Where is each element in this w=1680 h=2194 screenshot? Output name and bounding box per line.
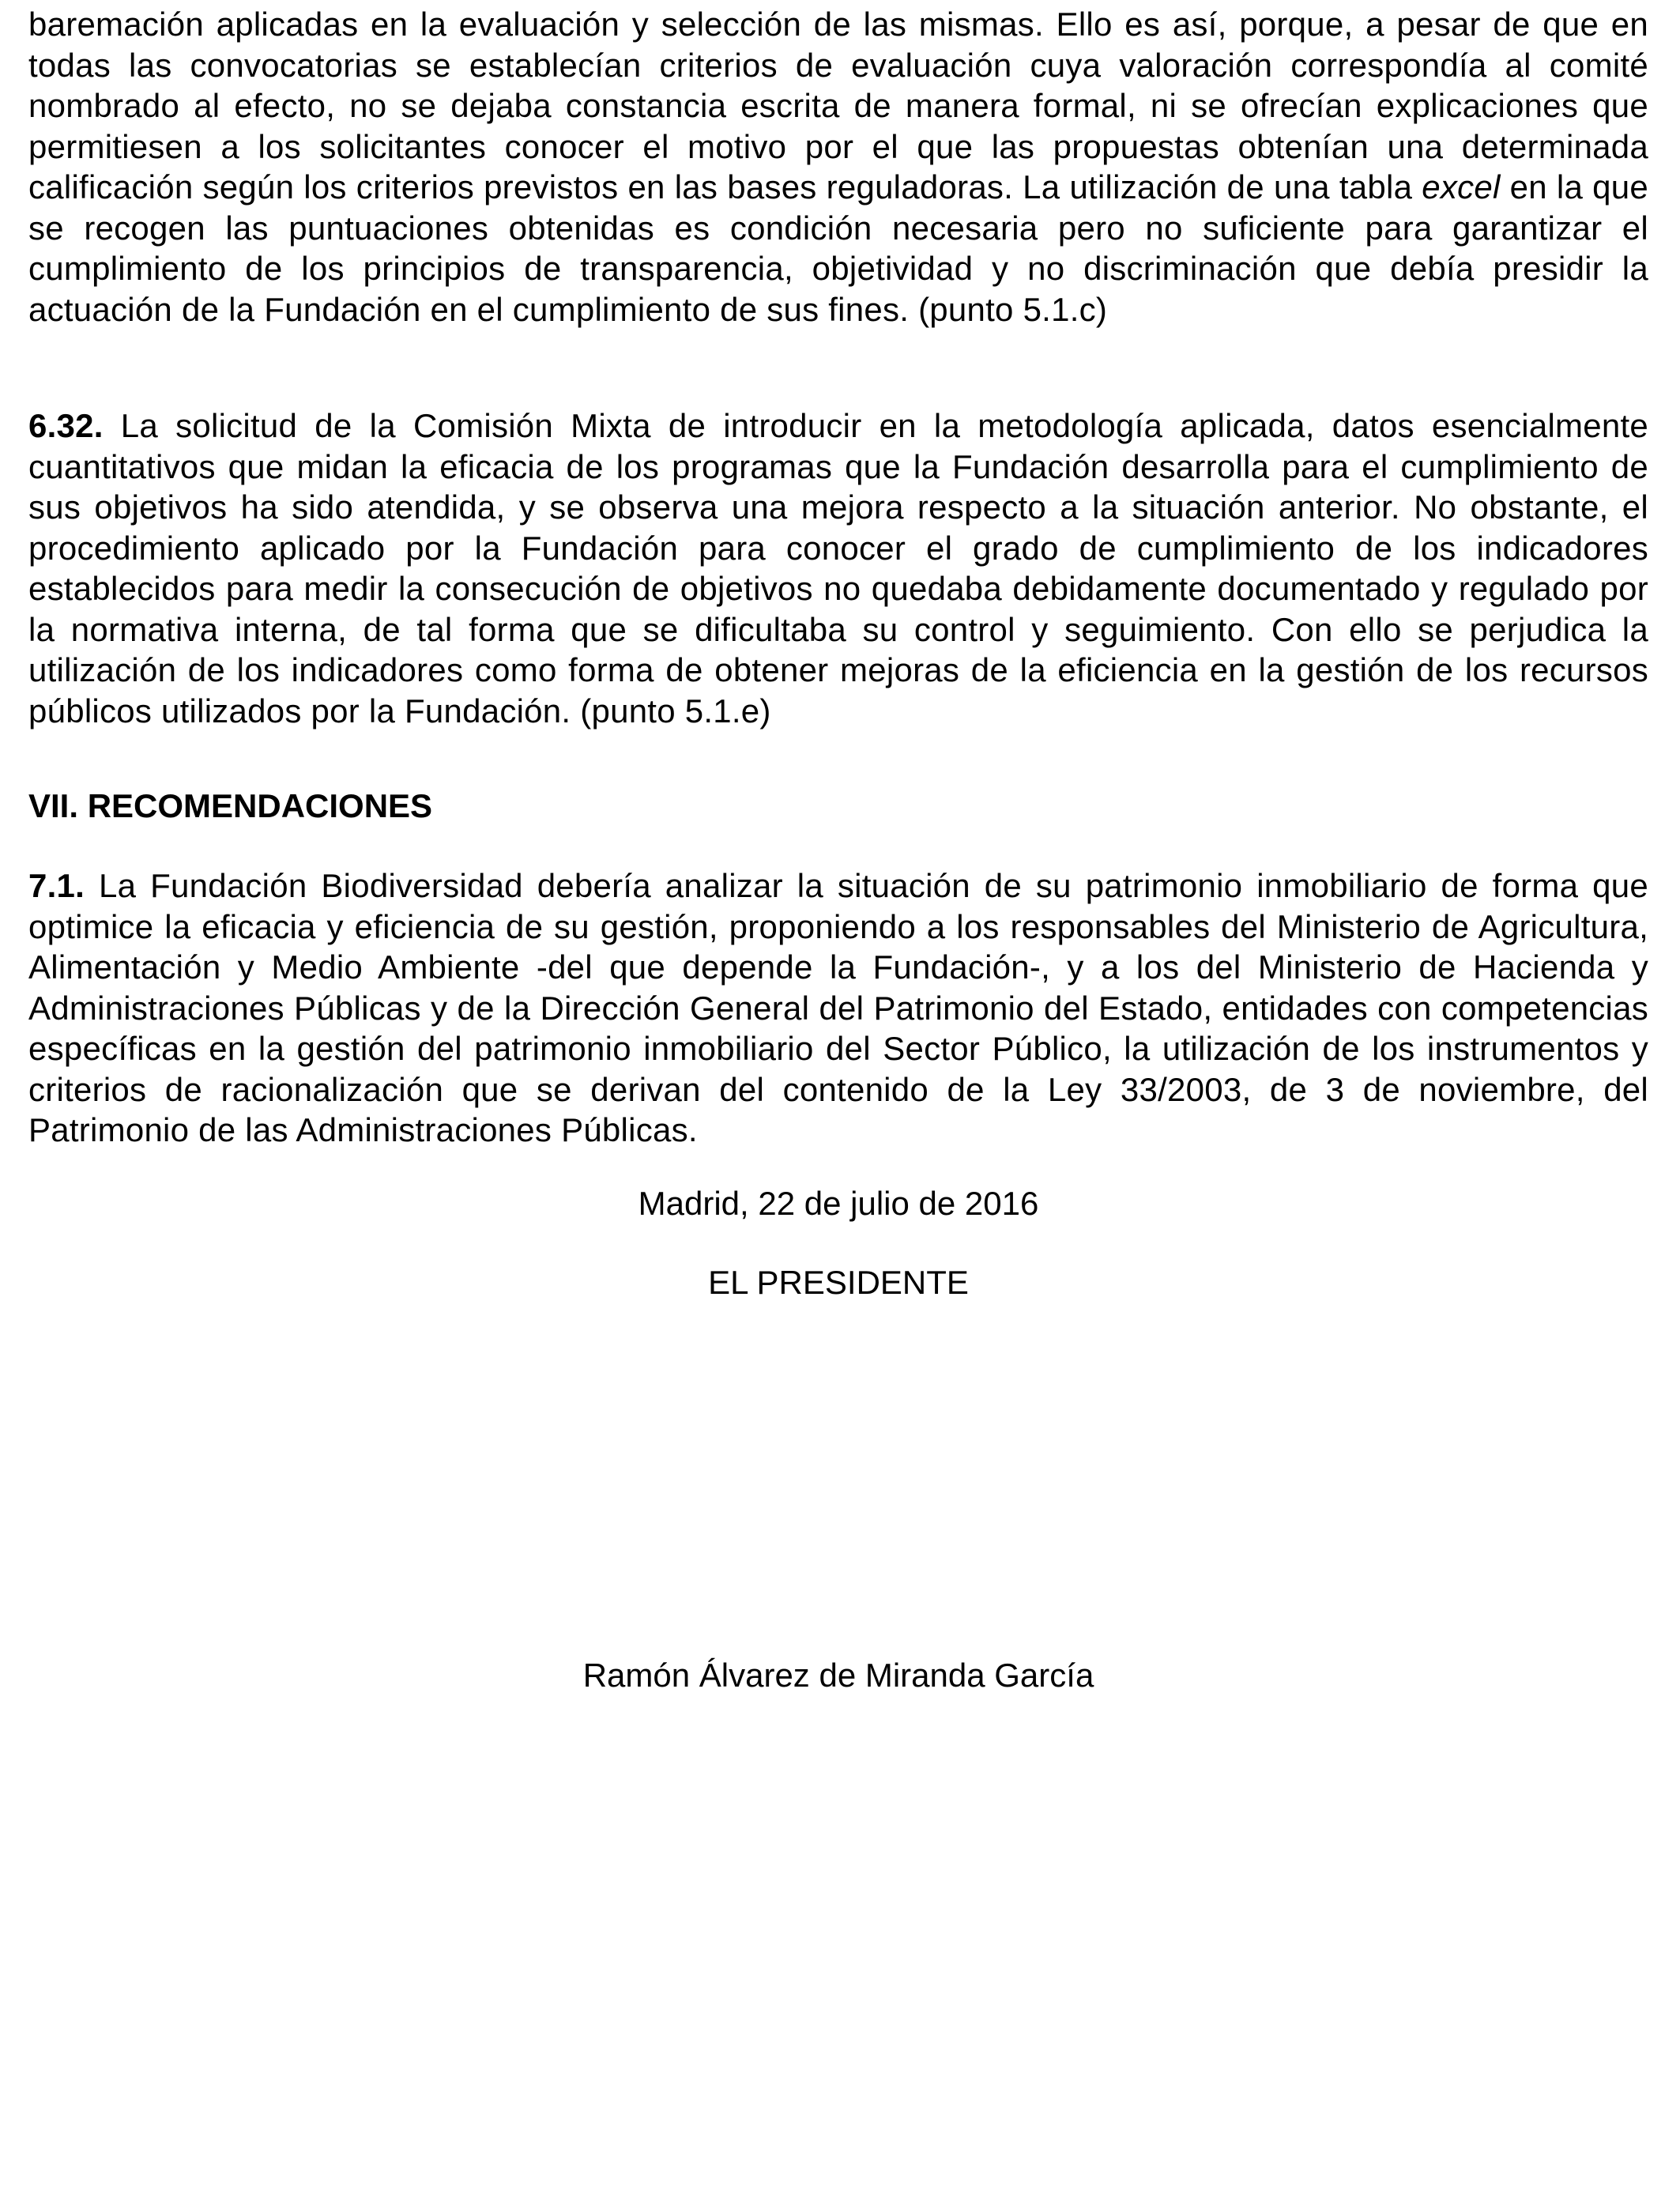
paragraph-number: 6.32.	[28, 407, 104, 444]
section-heading: VII. RECOMENDACIONES	[28, 787, 433, 824]
paragraph-6-32	[28, 405, 1648, 731]
paragraph-text: La Fundación Biodiversidad debería analizar la situación de su patrimonio inmobiliario de forma que optimice la eficacia y eficiencia de su gestión, proponiendo a los responsables del Ministerio de Agricultura, Alimentación y Medio Ambiente -del que depende la Fundación-, y a los del Ministerio de Hacienda y Administraciones Públicas y de la Dirección General del Patrimonio del Estado, entidades con competencias específicas en la gestión del patrimonio inmobiliario del Sector Público, la utilización de los instrumentos y criterios de racionalización que se derivan del contenido de la Ley 33/2003, de 3 de noviembre, del Patrimonio de las Administraciones Públicas.	[28, 867, 1648, 1148]
italic-term-excel: excel	[1422, 168, 1501, 205]
paragraph-continuation-text-2: en la que se recogen las puntuaciones obtenidas es condición necesaria pero no suficiente para garantizar el cumplimiento de los principios de transparencia, objetividad y no discriminación que debía presidir la actuación de la Fundación en el cumplimiento de sus fines. (punto 5.1.c)	[28, 168, 1648, 328]
date-line: Madrid, 22 de julio de 2016	[638, 1185, 1039, 1222]
document-page	[28, 0, 1648, 2194]
paragraph-text: La solicitud de la Comisión Mixta de introducir en la metodología aplicada, datos esencialmente cuantitativos que midan la eficacia de los programas que la Fundación desarrolla para el cumplimiento de sus objetivos ha sido atendida, y se observa una mejora respecto a la situación anterior. No obstante, el procedimiento aplicado por la Fundación para conocer el grado de cumplimiento de los indicadores establecidos para medir la consecución de objetivos no quedaba debidamente documentado y regulado por la normativa interna, de tal forma que se dificultaba su control y seguimiento. Con ello se perjudica la utilización de los indicadores como forma de obtener mejoras de la eficiencia en la gestión de los recursos públicos utilizados por la Fundación. (punto 5.1.e)	[28, 407, 1648, 729]
paragraph-7-1	[28, 865, 1648, 1151]
paragraph-continuation-text-1: baremación aplicadas en la evaluación y selección de las mismas. Ello es así, porque, a pesar de que en todas las convocatorias se establecían criterios de evaluación cuya valoración correspondía al comité nombrado al efecto, no se dejaba constancia escrita de manera formal, ni se ofrecían explicaciones que permitiesen a los solicitantes conocer el motivo por el que las propuestas obtenían una determinada calificación según los criterios previstos en las bases reguladoras. La utilización de una tabla	[28, 6, 1648, 205]
signatory-name: Ramón Álvarez de Miranda García	[582, 1657, 1094, 1694]
paragraph-continuation	[28, 4, 1648, 330]
paragraph-number: 7.1.	[28, 867, 85, 904]
signatory-title: EL PRESIDENTE	[708, 1264, 969, 1301]
